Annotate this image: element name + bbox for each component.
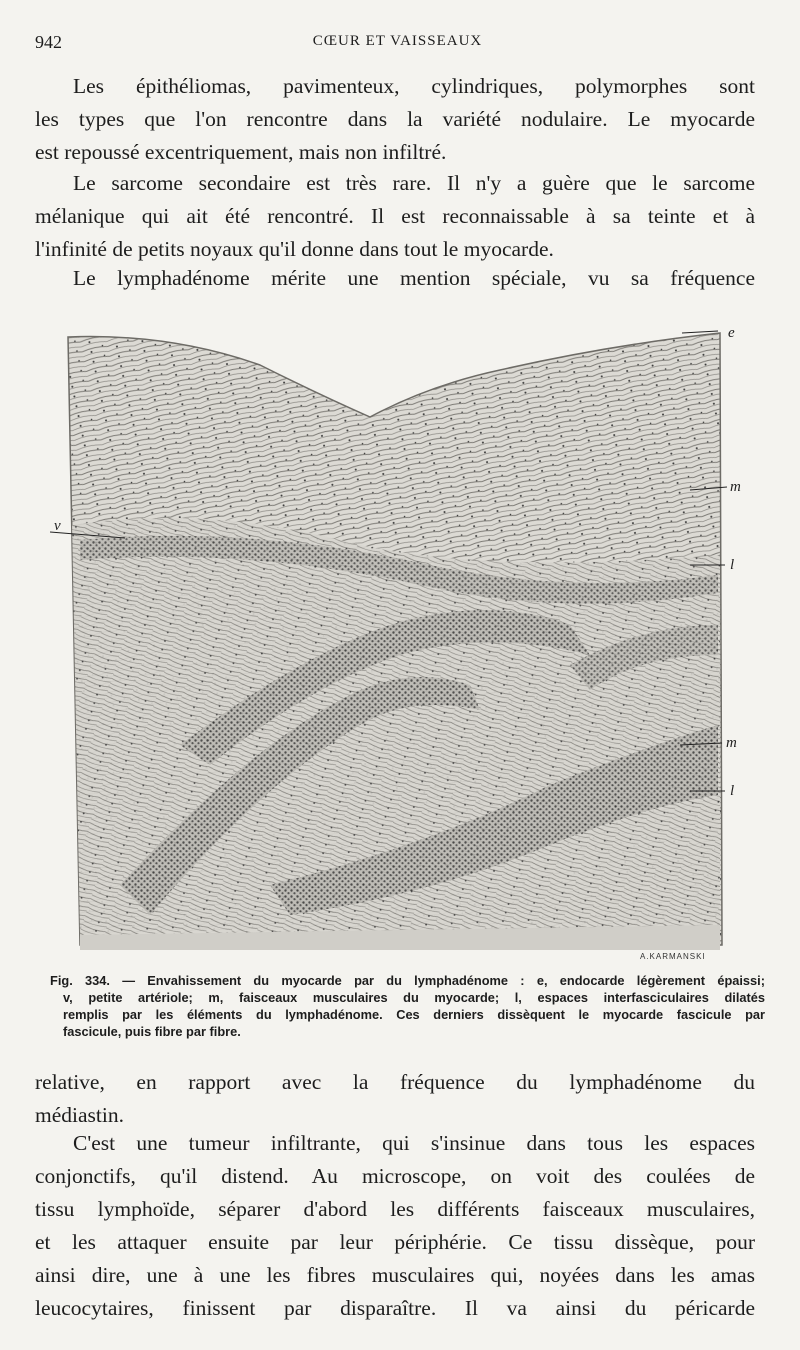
text-line: mélanique qui ait été rencontré. Il est reconnaissable à sa teinte et à: [35, 204, 755, 228]
text-line: est repoussé excentriquement, mais non infiltré.: [35, 140, 447, 164]
caption-line: Fig. 334. — Envahissement du myocarde par du lymphadénome : e, endocarde légèrement épaissi;: [50, 973, 765, 988]
text-line: relative, en rapport avec la fréquence du lymphadénome du: [35, 1070, 755, 1094]
artist-signature: A.KARMANSKI: [640, 952, 706, 961]
text-line: médiastin.: [35, 1103, 124, 1127]
figure-label-m-top: m: [730, 479, 741, 495]
text-line: ainsi dire, une à une les fibres musculaires qui, noyées dans les amas: [35, 1263, 755, 1287]
running-title: CŒUR ET VAISSEAUX: [312, 33, 483, 49]
caption-line: fascicule, puis fibre par fibre.: [63, 1024, 241, 1039]
paragraph-tumeur: [35, 1127, 755, 1325]
text-line: Les épithéliomas, pavimenteux, cylindriques, polymorphes sont: [73, 74, 755, 98]
page-header: [35, 32, 760, 58]
text-line: l'infinité de petits noyaux qu'il donne dans tout le myocarde.: [35, 237, 554, 261]
figure-label-v: v: [54, 518, 61, 534]
text-line: et les attaquer ensuite par leur périphérie. Ce tissu dissèque, pour: [35, 1230, 755, 1254]
paragraph-epitheliomas: [35, 70, 755, 169]
text-line: leucocytaires, finissent par disparaître. Il va ainsi du péricarde: [35, 1296, 755, 1320]
text-line: tissu lymphoïde, séparer d'abord les différents faisceaux musculaires,: [35, 1197, 755, 1221]
paragraph-lymphadenome-start: [35, 262, 755, 295]
paragraph-sarcome: [35, 167, 755, 266]
figure-label-l-bottom: l: [730, 783, 735, 799]
text-line: conjonctifs, qu'il distend. Au microscope, on voit des coulées de: [35, 1164, 755, 1188]
figure-label-m-bottom: m: [726, 735, 737, 751]
page-number: 942: [35, 32, 62, 52]
text-line: les types que l'on rencontre dans la variété nodulaire. Le myocarde: [35, 107, 755, 131]
histology-figure: [50, 325, 755, 965]
figure-label-l-top: l: [730, 557, 735, 573]
text-line: Le sarcome secondaire est très rare. Il n'y a guère que le sarcome: [73, 171, 755, 195]
caption-line: remplis par les éléments du lymphadénome. Ces derniers dissèquent le myocarde fascicule par: [63, 1007, 765, 1022]
paragraph-lymphadenome-end: [35, 1066, 755, 1132]
histology-illustration: [50, 325, 755, 965]
text-line: Le lymphadénome mérite une mention spéciale, vu sa fréquence: [73, 266, 755, 290]
caption-line: v, petite artériole; m, faisceaux musculaires du myocarde; l, espaces interfasciculaires dilatés: [63, 990, 765, 1005]
figure-label-e: e: [728, 325, 735, 341]
figure-caption: [50, 972, 765, 1040]
text-line: C'est une tumeur infiltrante, qui s'insinue dans tous les espaces: [73, 1131, 755, 1155]
